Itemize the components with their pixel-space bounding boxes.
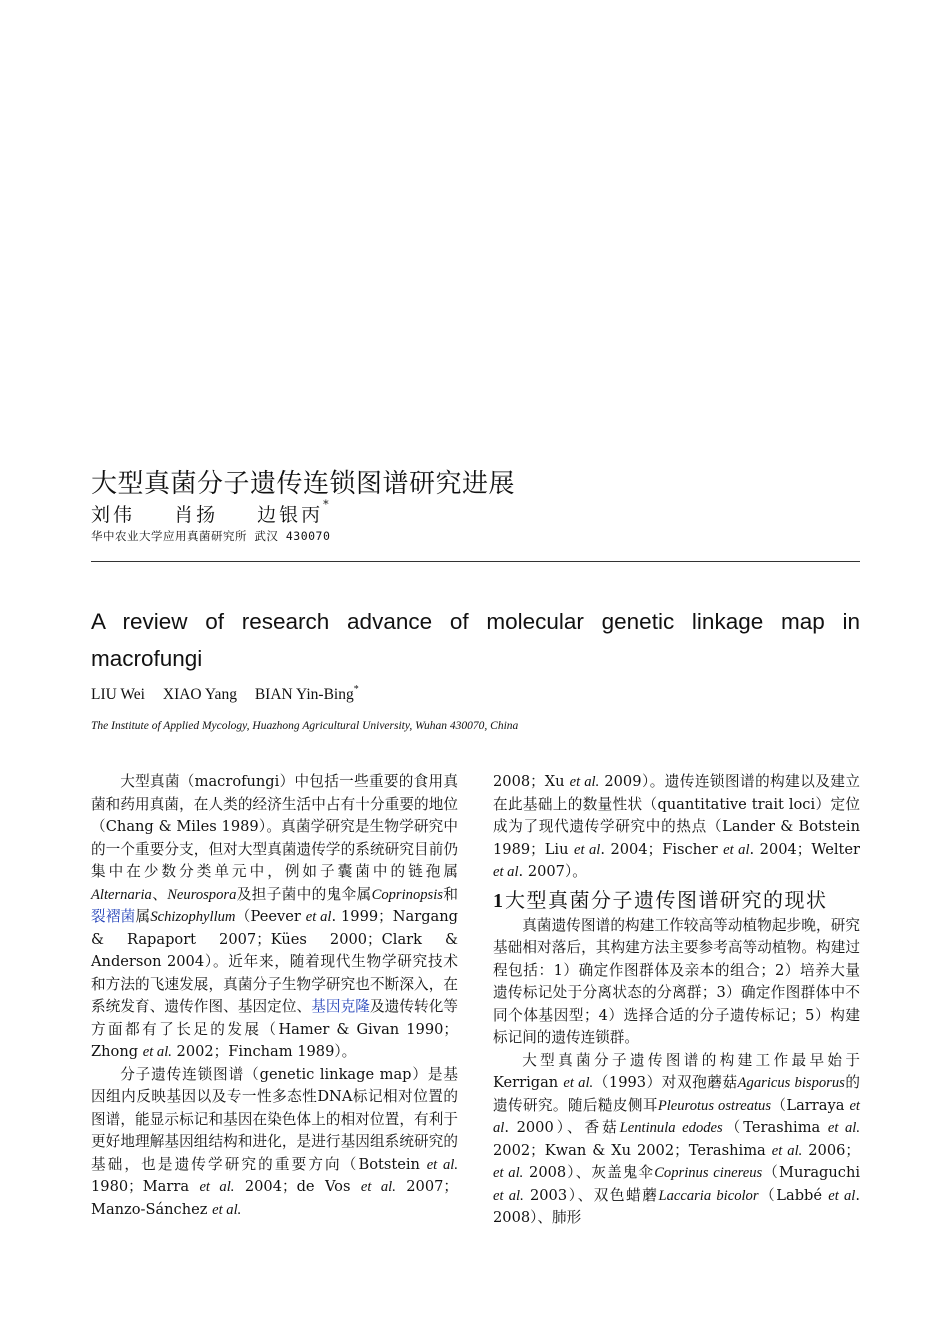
left-column <box>91 771 458 1221</box>
english-affiliation: The Institute of Applied Mycology, Huazhong Agricultural University, Wuhan 430070, China <box>91 720 519 732</box>
right-column <box>493 771 860 1230</box>
author-en-3: BIAN Yin-Bing <box>254 686 354 703</box>
paragraph-linkage-map-cont: 2008；Xu et al. 2009）。遗传连锁图谱的构建以及建立在此基础上的数量性状（quantitative trait loci）定位成为了现代遗传学研究中的热点（Lander & Botstein 1989；Liu et al. 2004；Fischer et al. 2004；Welter et al. 2007）。 <box>493 773 860 880</box>
paragraph-construction: 真菌遗传图谱的构建工作较高等动植物起步晚，研究基础相对落后，其构建方法主要参考高等动植物。构建过程包括：1）确定作图群体及亲本的组合；2）培养大量遗传标记处于分离状态的分离群；3）确定作图群体中不同个体基因型；4）选择合适的分子遗传标记；5）构建标记间的遗传连锁群。 <box>493 916 860 1046</box>
english-authors <box>91 686 359 704</box>
link-lie-zhe-jun[interactable]: 裂褶菌 <box>91 908 136 925</box>
paragraph-intro: 大型真菌（macrofungi）中包括一些重要的食用真菌和药用真菌，在人类的经济生活中占有十分重要的地位（Chang & Miles 1989）。真菌学研究是生物学研究中的一个重要分支，但对大型真菌遗传学的系统研究目前仍集中在少数分类单元中，例如子囊菌中的链孢属Alternaria、Neurospora及担子菌中的鬼伞属Coprinopsis和裂褶菌属Schizophyllum（Peever et al. 1999；Nargang & Rapaport 2007；Kües 2000；Clark & Anderson 2004）。近年来，随着现代生物学研究技术和方法的飞速发展，真菌分子生物学研究也不断深入，在系统发育、遗传作图、基因定位、基因克隆及遗传转化等方面都有了长足的发展（Hamer & Givan 1990；Zhong et al. 2002；Fincham 1989）。 <box>91 773 458 1060</box>
header-divider <box>91 561 860 562</box>
author-cn-2: 肖扬 <box>174 504 219 526</box>
link-gene-cloning[interactable]: 基因克隆 <box>311 998 370 1015</box>
author-en-2: XIAO Yang <box>162 686 237 703</box>
chinese-title: 大型真菌分子遗传连锁图谱研究进展 <box>91 469 516 499</box>
chinese-affiliation: 华中农业大学应用真菌研究所 武汉 430070 <box>91 529 331 543</box>
section-title: 大型真菌分子遗传图谱研究的现状 <box>505 887 828 912</box>
author-cn-1: 刘伟 <box>91 504 136 526</box>
author-cn-3: 边银丙 <box>257 504 324 526</box>
paragraph-linkage-map: 分子遗传连锁图谱（genetic linkage map）是基因组内反映基因以及专一性多态性DNA标记相对位置的图谱，能显示标记和基因在染色体上的相对位置，有利于更好地理解基因组结构和进化，是进行基因组系统研究的基础，也是遗传学研究的重要方向（Botstein et al. 1980；Marra et al. 2004；de Vos et al. 2007；Manzo-Sánchez et al. <box>91 1065 458 1218</box>
corresponding-mark-cn: * <box>323 498 329 511</box>
corresponding-mark-en: * <box>353 684 359 695</box>
section-number: 1 <box>493 889 503 912</box>
chinese-authors <box>91 500 329 527</box>
english-title: A review of research advance of molecular genetic linkage map in macrofungi <box>91 609 860 671</box>
paragraph-history: 大型真菌分子遗传图谱的构建工作最早始于Kerrigan et al.（1993）对双孢蘑菇Agaricus bisporus的遗传研究。随后糙皮侧耳Pleurotus ostreatus（Larraya et al. 2000）、香菇Lentinula edodes（Terashima et al. 2002；Kwan & Xu 2002；Terashima et al. 2006； et al. 2008）、灰盖鬼伞Coprinus cinereus（Muraguchi et al. 2003）、双色蜡蘑Laccaria bicolor（Labbé et al. 2008）、肺形 <box>493 1051 861 1226</box>
section-heading-1 <box>493 885 860 916</box>
author-en-1: LIU Wei <box>91 686 145 703</box>
